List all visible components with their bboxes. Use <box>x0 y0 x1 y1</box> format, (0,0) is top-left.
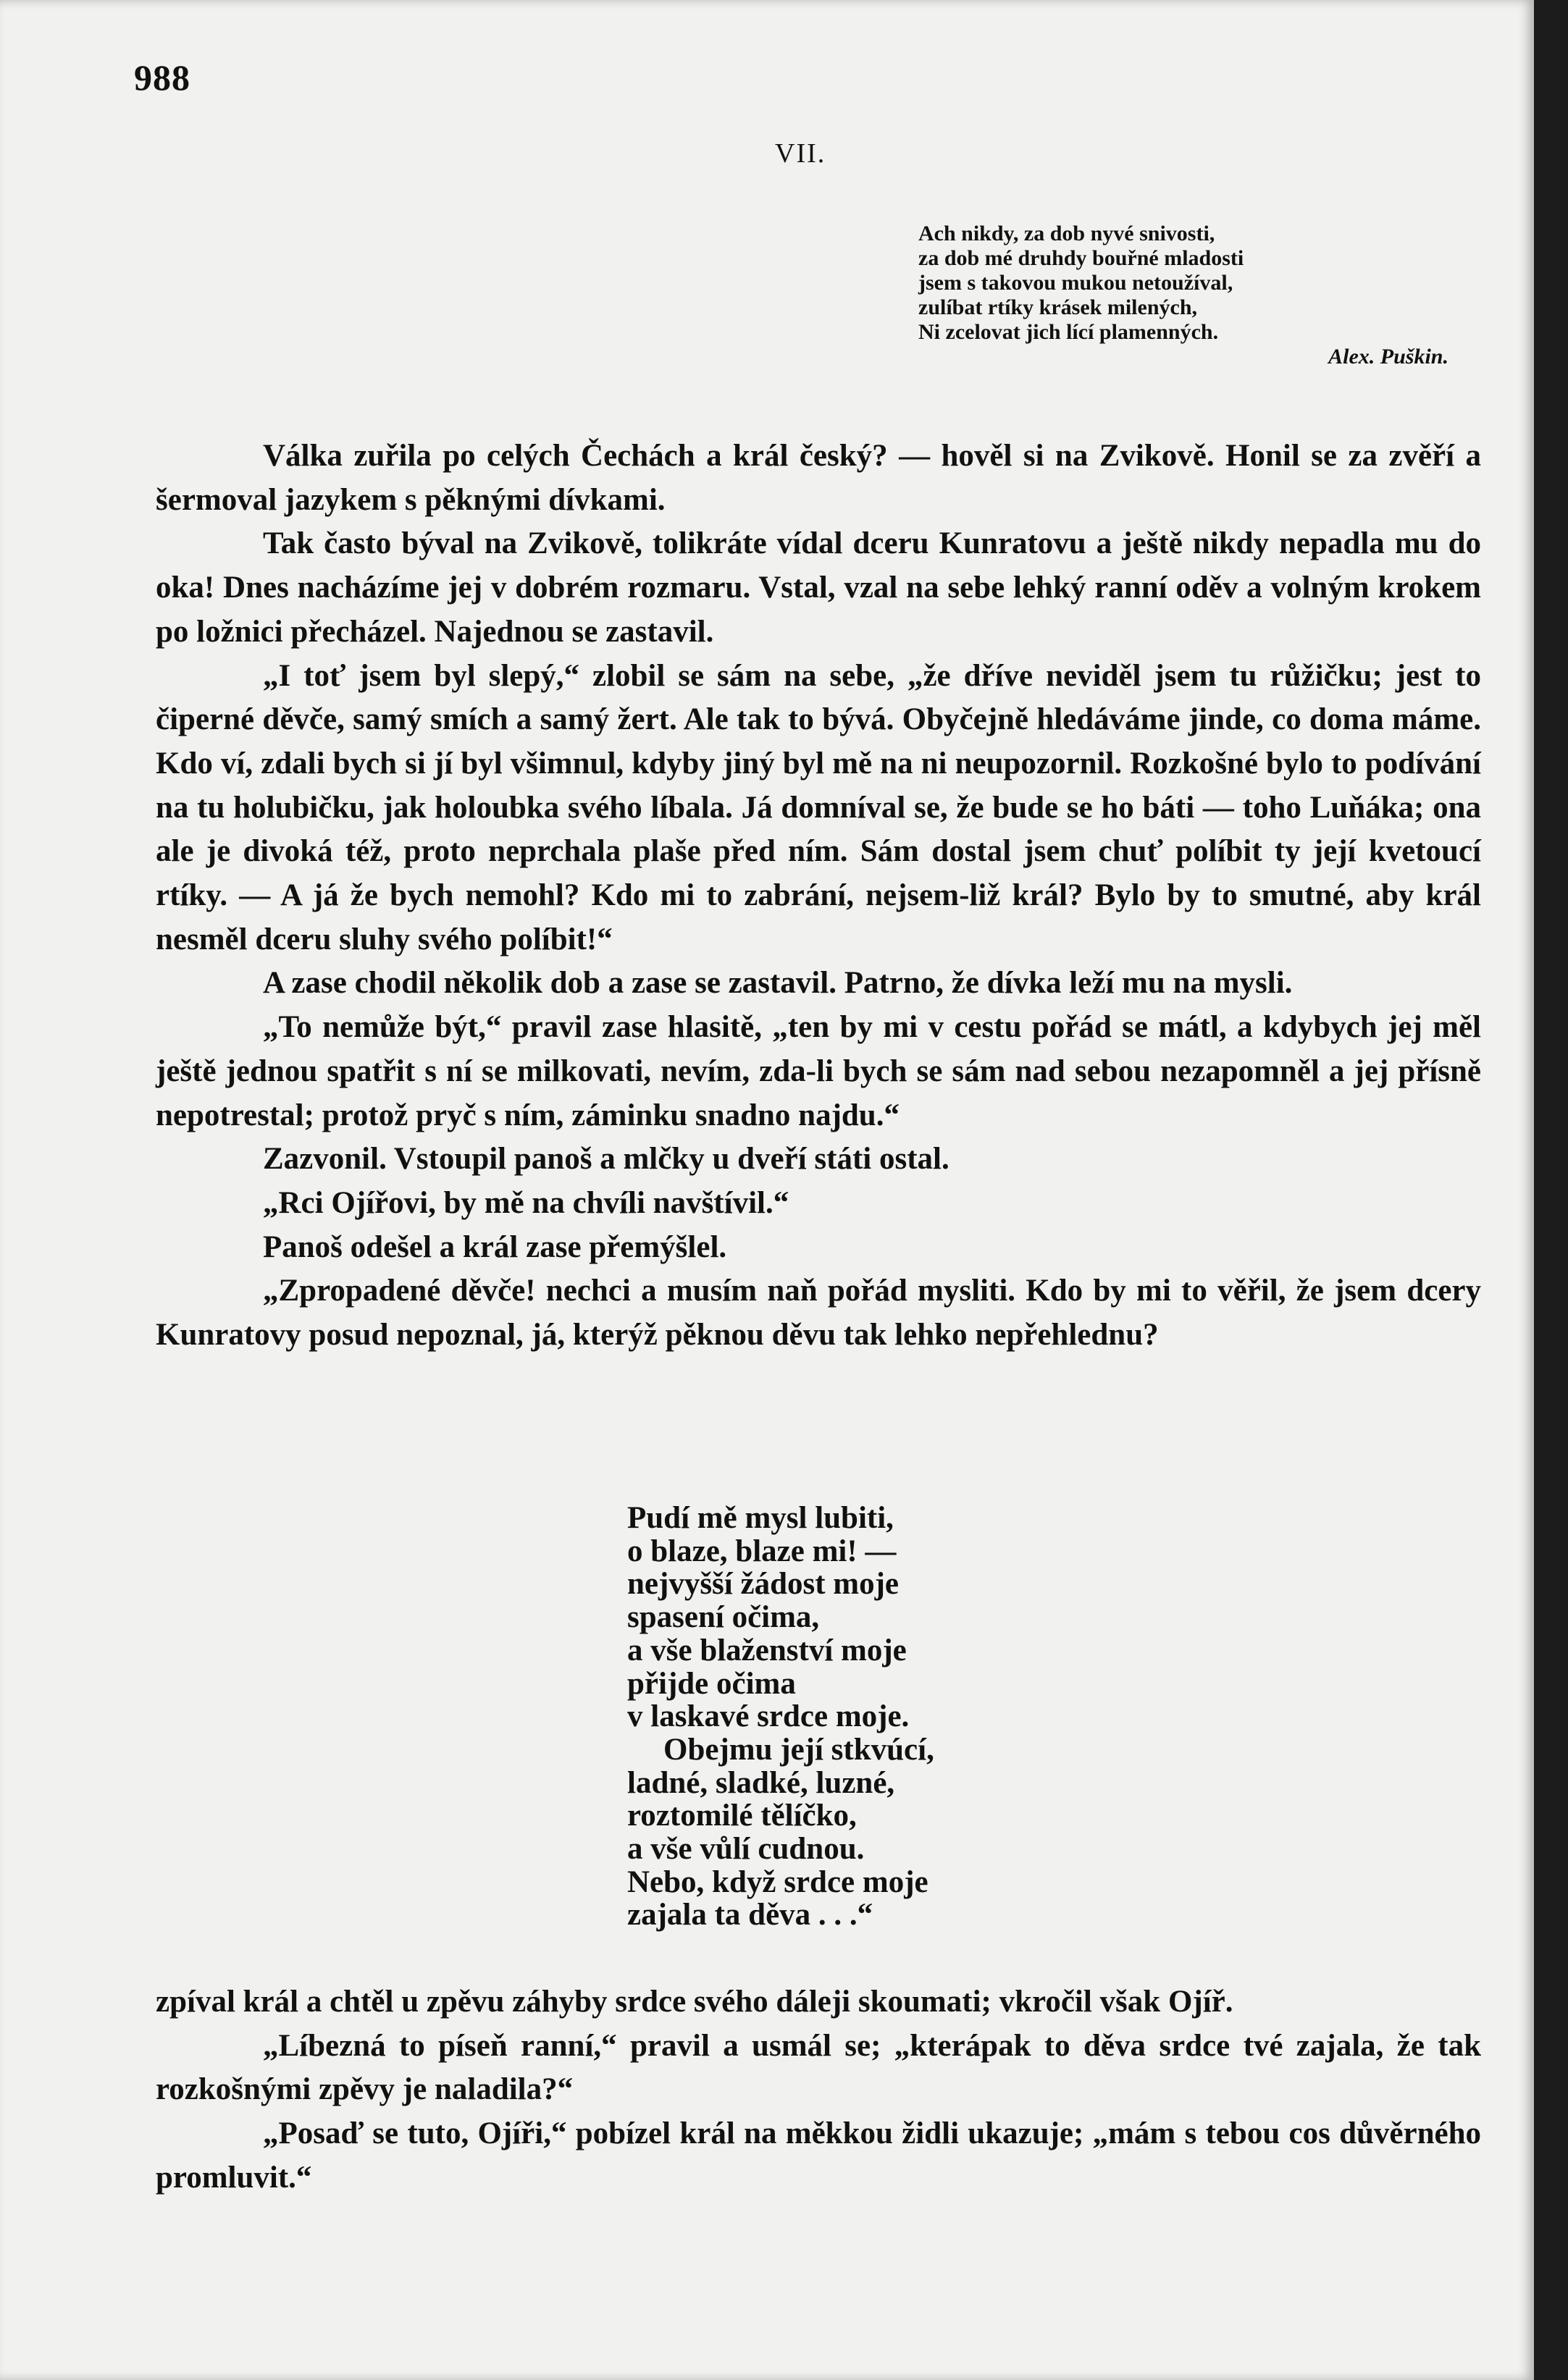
paragraph: A zase chodil několik dob a zase se zastavil. Patrno, že dívka leží mu na mysli. <box>263 966 1293 1001</box>
paragraph: Tak často býval na Zvikově, tolikráte vídal dceru Kunratovu a ještě nikdy nepadla mu do oka! Dnes nacházíme jej v dobrém rozmaru. Vstal, vzal na sebe lehký ranní oděv a volným krokem po ložnici přecházel. Najednou se zastavil. <box>156 526 1481 649</box>
poem-line: a vše vůlí cudnou. <box>627 1832 865 1867</box>
paragraph: Panoš odešel a král zase přemýšlel. <box>263 1229 727 1264</box>
epigraph-line: Ach nikdy, za dob nyvé snivosti, <box>918 222 1215 245</box>
poem-line: Obejmu její stkvúcí, <box>663 1732 934 1767</box>
poem-line: roztomilé tělíčko, <box>627 1799 857 1833</box>
page-number: 988 <box>134 57 190 98</box>
epigraph-line: Ni zcelovat jich lící plamenných. <box>918 320 1219 344</box>
epigraph-line: jsem s takovou mukou netoužíval, <box>918 271 1233 295</box>
epigraph <box>918 222 1454 369</box>
paragraph: „Líbezná to píseň ranní,“ pravil a usmál se; „kterápak to děva srdce tvé zajala, že tak rozkošnými zpěvy je naladila?“ <box>156 2028 1481 2107</box>
prose-section <box>156 434 1481 1358</box>
poem-line: a vše blaženství moje <box>627 1633 907 1668</box>
paragraph: Zazvonil. Vstoupil panoš a mlčky u dveří státi ostal. <box>263 1142 949 1177</box>
epigraph-line: za dob mé druhdy bouřné mladosti <box>918 246 1244 270</box>
prose-section <box>156 1980 1481 2200</box>
poem-line: v laskavé srdce moje. <box>627 1699 910 1734</box>
epigraph-author: Alex. Puškin. <box>1328 345 1448 369</box>
poem <box>627 1502 934 1932</box>
poem-line: ladné, sladké, luzné, <box>627 1765 895 1800</box>
poem-line: Nebo, když srdce moje <box>627 1864 928 1899</box>
paragraph: „Posaď se tuto, Ojíři,“ pobízel král na měkkou židli ukazuje; „mám s tebou cos důvěrného promluvit.“ <box>156 2116 1481 2195</box>
poem-line: přijde očima <box>627 1666 796 1701</box>
paragraph: „Rci Ojířovi, by mě na chvíli navštívil.“ <box>263 1185 789 1220</box>
poem-line: nejvyšší žádost moje <box>627 1567 900 1602</box>
paragraph: zpíval král a chtěl u zpěvu záhyby srdce svého dáleji skoumati; vkročil však Ojíř. <box>156 1985 1233 2019</box>
epigraph-line: zulíbat rtíky krásek milených, <box>918 295 1198 319</box>
poem-line: zajala ta děva . . .“ <box>627 1898 873 1933</box>
poem-line: Pudí mě mysl lubiti, <box>627 1501 894 1535</box>
poem-line: spasení očima, <box>627 1600 820 1635</box>
poem-line: o blaze, blaze mi! — <box>627 1534 897 1568</box>
paragraph: Válka zuřila po celých Čechách a král český? — hověl si na Zvikově. Honil se za zvěří a šermoval jazykem s pěknými dívkami. <box>156 439 1481 517</box>
chapter-heading: VII. <box>775 138 826 169</box>
paragraph: „Zpropadené děvče! nechci a musím naň pořád mysliti. Kdo by mi to věřil, že jsem dcery Kunratovy posud nepoznal, já, kterýž pěknou děvu tak lehko nepřehlednu? <box>156 1274 1481 1353</box>
paragraph: „I toť jsem byl slepý,“ zlobil se sám na sebe, „že dříve neviděl jsem tu růžičku; jest to čiperné děvče, samý smích a samý žert. Ale tak to bývá. Obyčejně hledáváme jinde, co doma máme. Kdo ví, zdali bych si jí byl všimnul, kdyby jiný byl mě na ni neupozornil. Rozkošné bylo to podívání na tu holubičku, jak holoubka svého líbala. Já domníval se, že bude se ho báti — toho Luňáka; ona ale je divoká též, proto neprchala plaše před ním. Sám dostal jsem chuť políbit ty její kvetoucí rtíky. — A já že bych nemohl? Kdo mi to zabrání, nejsem-liž král? Bylo by to smutné, aby král nesměl dceru sluhy svého políbit!“ <box>156 658 1481 956</box>
paragraph: „To nemůže být,“ pravil zase hlasitě, „ten by mi v cestu pořád se mátl, a kdybych jej měl ještě jednou spatřit s ní se milkovati, nevím, zda-li bych se sám nad sebou nezapomněl a jej přísně nepotrestal; protož pryč s ním, záminku snadno najdu.“ <box>156 1010 1481 1132</box>
